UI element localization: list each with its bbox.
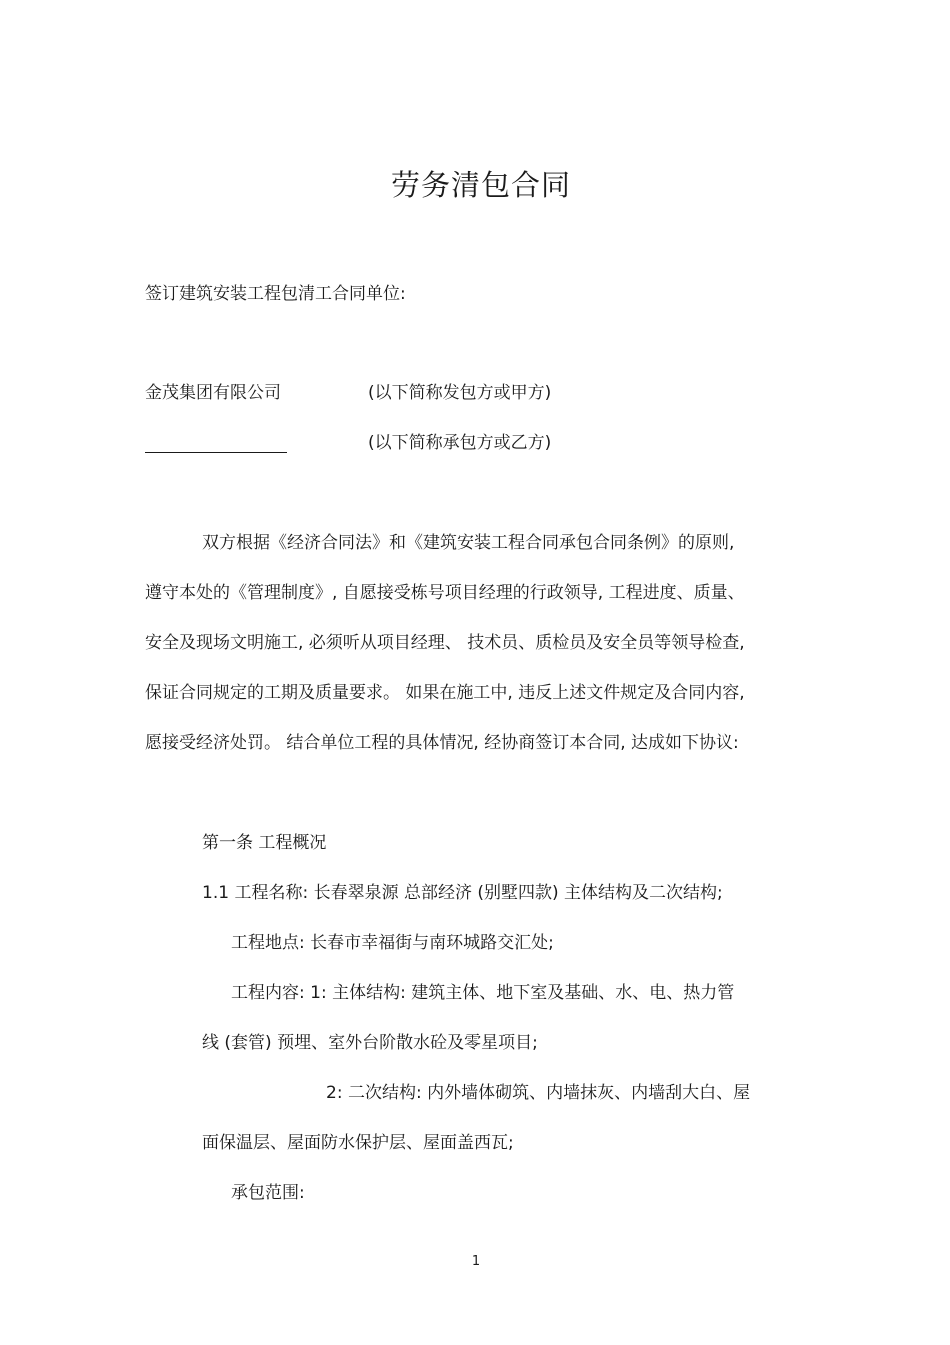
project-content-line-2: 线 (套管) 预埋、室外台阶散水砼及零星项目; [202,1033,538,1053]
page-title: 劳务清包合同 [390,168,571,202]
preamble-line-2: 遵守本处的《管理制度》, 自愿接受栋号项目经理的行政领导, 工程进度、质量、 [145,583,745,603]
preamble-line-5: 愿接受经济处罚。 结合单位工程的具体情况, 经协商签订本合同, 达成如下协议: [145,733,739,753]
article-1-heading: 第一条 工程概况 [202,833,327,853]
party-a-note: (以下简称发包方或甲方) [368,383,552,403]
project-content-line-1: 工程内容: 1: 主体结构: 建筑主体、地下室及基础、水、电、热力管 [231,983,735,1003]
project-content-line-3: 2: 二次结构: 内外墙体砌筑、内墙抹灰、内墙刮大白、屋 [326,1083,751,1103]
preamble-line-4: 保证合同规定的工期及质量要求。 如果在施工中, 违反上述文件规定及合同内容, [145,683,745,703]
project-location-line: 工程地点: 长春市幸福街与南环城路交汇处; [231,933,554,953]
party-a-name: 金茂集团有限公司 [145,383,281,403]
project-name-line: 1.1 工程名称: 长春翠泉源 总部经济 (别墅四款) 主体结构及二次结构; [202,883,723,903]
intro-text: 签订建筑安装工程包清工合同单位: [145,284,406,304]
project-content-line-4: 面保温层、屋面防水保护层、屋面盖西瓦; [202,1133,514,1153]
page-number: 1 [471,1254,481,1269]
preamble-line-1: 双方根据《经济合同法》和《建筑安装工程合同承包合同条例》的原则, [202,533,735,553]
project-scope-line: 承包范围: [231,1183,305,1203]
party-b-note: (以下简称承包方或乙方) [368,433,552,453]
party-b-blank-line [145,452,287,453]
preamble-line-3: 安全及现场文明施工, 必须听从项目经理、 技术员、质检员及安全员等领导检查, [145,633,745,653]
